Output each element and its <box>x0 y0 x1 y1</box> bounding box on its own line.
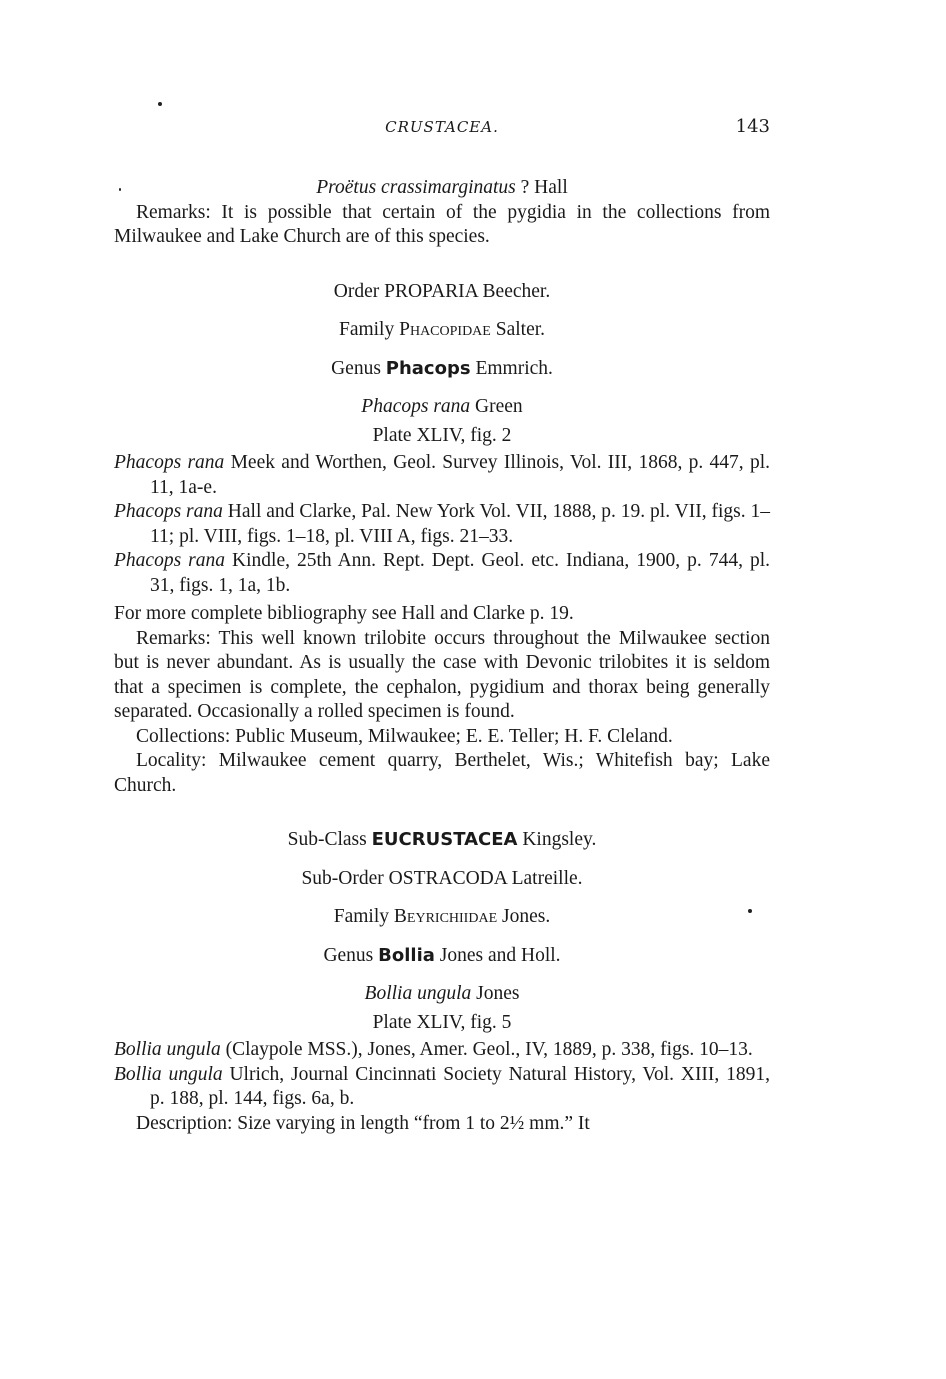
remarks-paragraph: Remarks: This well known trilobite occurs throughout the Milwaukee section but is never abundant. As is usually the case with Devonic trilobites it is seldom that a specimen is complete, the cephalon, pygidium and thorax being generally separated. Occasionally a rolled specimen is found. <box>114 627 770 722</box>
synonymy-taxon: Bollia ungula <box>114 1063 223 1085</box>
synonymy-entry <box>114 500 770 549</box>
subclass-heading: Sub-Class EUCRUSTACEA Kingsley. <box>287 829 597 850</box>
synonymy-entry <box>114 1038 770 1063</box>
ink-dot <box>158 102 162 106</box>
body-text <box>114 176 770 1136</box>
genus-name: Bollia <box>378 944 435 966</box>
synonymy-citation: Ulrich, Journal Cincinnati Society Natural History, Vol. XIII, 1891, p. 188, pl. 144, figs. 6a, b. <box>150 1063 770 1109</box>
synonymy-entry <box>114 1063 770 1112</box>
family-name: Phacopidae <box>399 319 491 340</box>
synonymy-taxon: Phacops rana <box>114 452 225 473</box>
plate-reference: Plate XLIV, fig. 2 <box>372 424 512 446</box>
family-heading: Family Phacopidae Salter. <box>338 319 546 340</box>
species-name: Proëtus crassimarginatus <box>316 177 516 198</box>
synonymy-citation: Kindle, 25th Ann. Rept. Dept. Geol. etc. Indiana, 1900, p. 744, pl. 31, figs. 1, 1a, 1b. <box>150 550 770 596</box>
synonymy-entry <box>114 451 770 500</box>
synonymy-citation: Hall and Clarke, Pal. New York Vol. VII, 1888, p. 19. pl. VII, figs. 1–11; pl. VIII, figs. 1–18, pl. VIII A, figs. 21–33. <box>150 501 770 547</box>
genus-heading: Genus Phacops Emmrich. <box>331 357 553 379</box>
species-author: Jones <box>471 983 520 1004</box>
synonymy-taxon: Bollia ungula <box>114 1039 221 1060</box>
suborder-heading: Sub-Order OSTRACODA Latreille. <box>301 867 583 889</box>
species-name: Bollia ungula <box>364 983 472 1004</box>
species-author: ? Hall <box>515 177 568 198</box>
species-heading <box>114 176 770 201</box>
collections-paragraph: Collections: Public Museum, Milwaukee; E. E. Teller; H. F. Cleland. <box>136 725 673 747</box>
subclass-name: EUCRUSTACEA <box>371 829 518 850</box>
page-number: 143 <box>735 116 770 137</box>
genus-name: Phacops <box>385 357 471 379</box>
plate-reference: Plate XLIV, fig. 5 <box>372 1011 512 1033</box>
species-name: Phacops rana <box>361 396 471 417</box>
species-author: Green <box>470 396 523 417</box>
description-paragraph: Description: Size varying in length “from 1 to 2½ mm.” It <box>136 1112 590 1134</box>
family-heading: Family Beyrichiidae Jones. <box>333 906 551 927</box>
synonymy-entry <box>114 549 770 598</box>
synonymy-taxon: Phacops rana <box>114 501 223 522</box>
species-heading <box>114 395 770 420</box>
genus-heading: Genus Bollia Jones and Holl. <box>323 944 561 966</box>
species-heading <box>114 982 770 1007</box>
running-header <box>114 116 770 140</box>
synonymy-citation: (Claypole MSS.), Jones, Amer. Geol., IV, 1889, p. 338, figs. 10–13. <box>220 1039 753 1060</box>
bibliography-note: For more complete bibliography see Hall and Clarke p. 19. <box>114 603 574 624</box>
running-title: CRUSTACEA. <box>385 118 499 136</box>
order-heading: Order PROPARIA Beecher. <box>333 280 551 302</box>
synonymy-citation: Meek and Worthen, Geol. Survey Illinois, Vol. III, 1868, p. 447, pl. 11, 1a-e. <box>150 452 771 498</box>
remarks-paragraph: Remarks: It is possible that certain of the pygidia in the collections from Milwaukee and Lake Church are of this species. <box>114 201 770 247</box>
family-name: Beyrichiidae <box>393 906 498 927</box>
synonymy-taxon: Phacops rana <box>114 550 226 571</box>
locality-paragraph: Locality: Milwaukee cement quarry, Berthelet, Wis.; Whitefish bay; Lake Church. <box>114 750 770 796</box>
